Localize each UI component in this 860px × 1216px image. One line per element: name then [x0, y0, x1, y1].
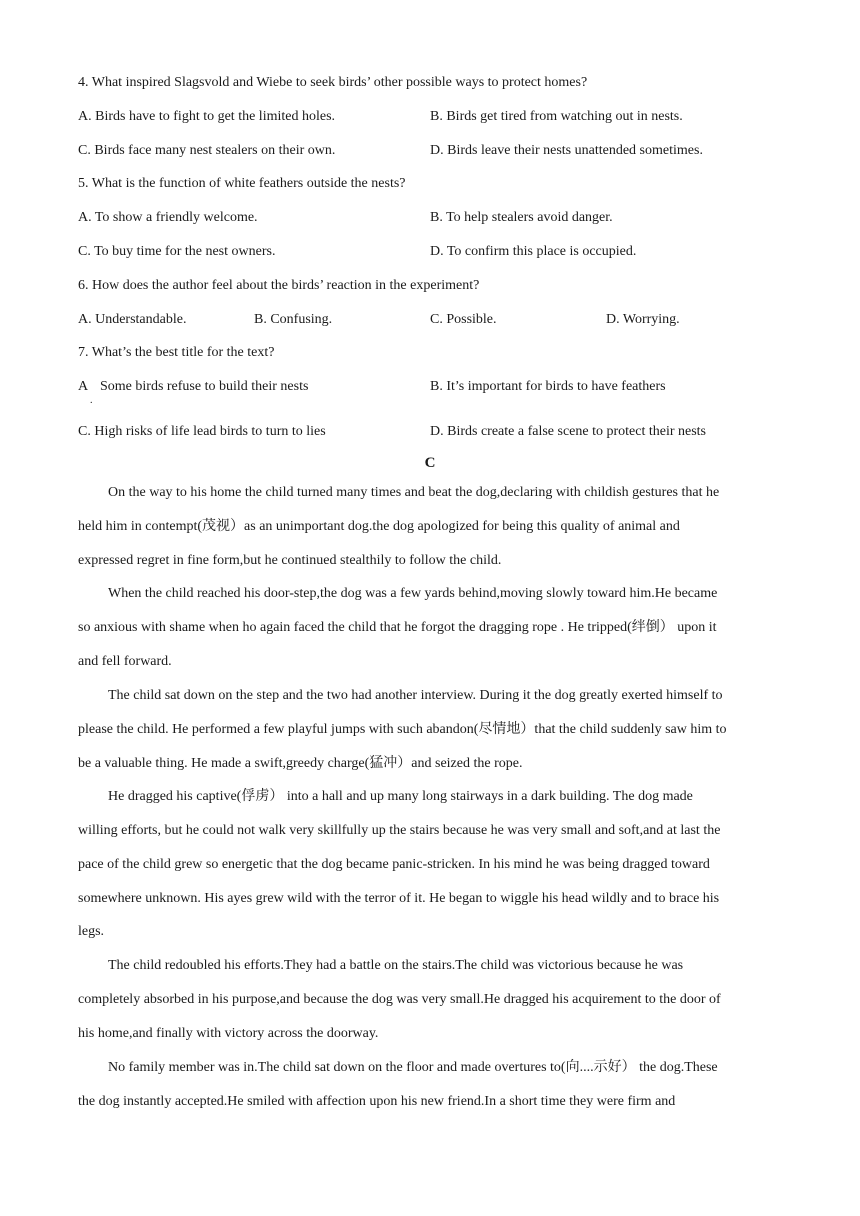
passage-line: and fell forward. — [78, 654, 172, 669]
question-7-stem: 7. What’s the best title for the text? — [78, 345, 275, 360]
question-5-option-d: D. To confirm this place is occupied. — [430, 244, 637, 259]
passage-line: legs. — [78, 924, 105, 939]
question-6-option-c: C. Possible. — [430, 312, 497, 327]
question-5-option-a: A. To show a friendly welcome. — [78, 210, 258, 225]
passage-line: the dog instantly accepted.He smiled with affection upon his new friend.In a short time they were firm and — [78, 1094, 676, 1109]
passage-line: expressed regret in fine form,but he continued stealthily to follow the child. — [78, 553, 502, 568]
passage-line: pace of the child grew so energetic that the dog became panic-stricken. In his mind he was being dragged toward — [78, 857, 710, 872]
question-5-option-c: C. To buy time for the nest owners. — [78, 244, 276, 259]
question-7-option-b: B. It’s important for birds to have feathers — [430, 379, 666, 394]
passage-line: He dragged his captive(俘虏） into a hall and up many long stairways in a dark building. The dog made — [108, 789, 693, 804]
passage-line: When the child reached his door-step,the dog was a few yards behind,moving slowly toward him.He became — [108, 586, 718, 601]
question-5-stem: 5. What is the function of white feathers outside the nests? — [78, 176, 406, 191]
question-4-stem: 4. What inspired Slagsvold and Wiebe to seek birds’ other possible ways to protect homes? — [78, 75, 588, 90]
question-7-option-d: D. Birds create a false scene to protect their nests — [430, 424, 707, 439]
question-6-option-a: A. Understandable. — [78, 312, 187, 327]
passage-line: The child redoubled his efforts.They had a battle on the stairs.The child was victorious because he was — [108, 958, 684, 973]
question-5-option-b: B. To help stealers avoid danger. — [430, 210, 613, 225]
passage-line: held him in contempt(茂视）as an unimportant dog.the dog apologized for being this quality of animal and — [78, 519, 680, 534]
passage-line: On the way to his home the child turned many times and beat the dog,declaring with childish gestures that he — [108, 485, 720, 500]
passage-line: completely absorbed in his purpose,and because the dog was very small.He dragged his acquirement to the door of — [78, 992, 721, 1007]
question-6-option-d: D. Worrying. — [606, 312, 680, 327]
question-6-option-b: B. Confusing. — [254, 312, 333, 327]
list-marker-dot: . — [90, 395, 93, 406]
passage-line: please the child. He performed a few playful jumps with such abandon(尽情地）that the child suddenly saw him to — [78, 722, 727, 737]
question-4-option-d: D. Birds leave their nests unattended sometimes. — [430, 143, 703, 158]
question-6-stem: 6. How does the author feel about the birds’ reaction in the experiment? — [78, 278, 480, 293]
question-7-option-a-letter: A — [78, 379, 89, 394]
passage-line: so anxious with shame when ho again faced the child that he forgot the dragging rope . He tripped(绊倒） upon it — [78, 620, 717, 635]
section-heading: C — [424, 455, 436, 471]
passage-line: be a valuable thing. He made a swift,greedy charge(猛冲）and seized the rope. — [78, 756, 523, 771]
question-7-option-c: C. High risks of life lead birds to turn to lies — [78, 424, 326, 439]
question-7-option-a-text: Some birds refuse to build their nests — [100, 379, 309, 394]
passage-line: No family member was in.The child sat down on the floor and made overtures to(向....示好） the dog.These — [108, 1060, 718, 1075]
question-4-option-c: C. Birds face many nest stealers on their own. — [78, 143, 336, 158]
passage-line: his home,and finally with victory across the doorway. — [78, 1026, 379, 1041]
passage-line: somewhere unknown. His ayes grew wild with the terror of it. He began to wiggle his head wildly and to brace his — [78, 891, 720, 906]
question-4-option-b: B. Birds get tired from watching out in nests. — [430, 109, 683, 124]
question-4-option-a: A. Birds have to fight to get the limited holes. — [78, 109, 336, 124]
passage-line: willing efforts, but he could not walk very skillfully up the stairs because he was very small and soft,and at last the — [78, 823, 721, 838]
passage-line: The child sat down on the step and the two had another interview. During it the dog greatly exerted himself to — [108, 688, 723, 703]
